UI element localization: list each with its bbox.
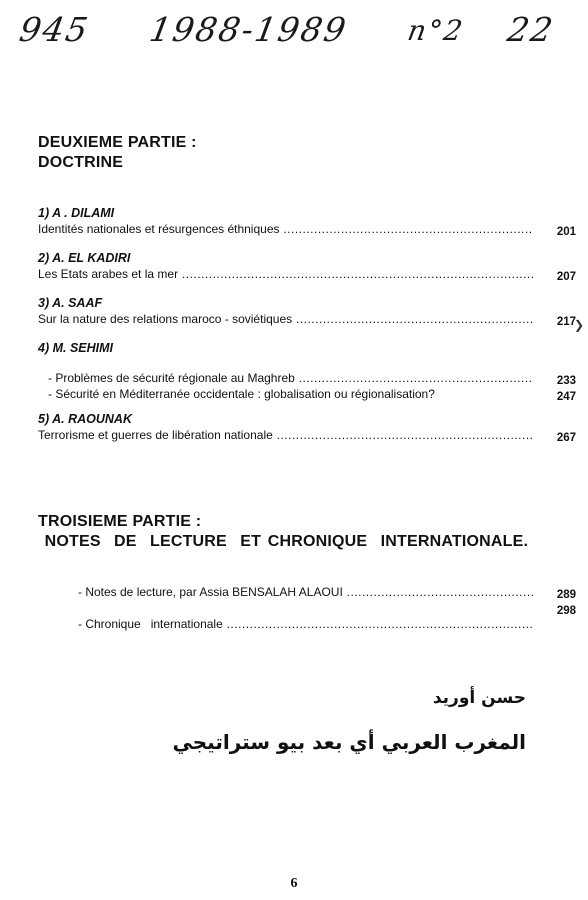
- toc-line: [38, 370, 578, 386]
- handwritten-ref: 945: [16, 10, 93, 49]
- toc-line-text: Les Etats arabes et la mer .....: [38, 266, 533, 282]
- part2-title: [38, 133, 197, 173]
- toc-line-text: Terrorisme et guerres de libération nationale .....: [38, 427, 533, 443]
- toc-entry: [38, 411, 578, 443]
- handwritten-annotation: [16, 6, 580, 54]
- part3-title: [38, 512, 528, 552]
- toc-line-text: Identités nationales et résurgences éthniques .....: [38, 221, 533, 237]
- toc-line-text: - Chronique internationale .....: [78, 616, 533, 632]
- toc-line: [38, 311, 578, 327]
- toc-author: 1) A . DILAMI: [38, 206, 115, 220]
- toc-page-number: 217: [556, 316, 576, 328]
- part2-title-line1: DEUXIEME PARTIE :: [38, 134, 197, 151]
- toc-line: [38, 584, 578, 600]
- handwritten-issue: n°2: [405, 14, 467, 47]
- toc-line: [38, 386, 578, 402]
- toc-entry: [38, 340, 578, 402]
- toc-entry: [38, 295, 578, 327]
- toc-line-text: - Problèmes de sécurité régionale au Maghreb .....: [48, 370, 532, 386]
- toc-line: [38, 221, 578, 237]
- part2-title-line2: DOCTRINE: [38, 154, 124, 171]
- toc-author: 5) A. RAOUNAK: [38, 412, 132, 426]
- part2-toc: [38, 205, 578, 443]
- scan-mark: ❯: [573, 318, 584, 332]
- toc-page-number: 233: [556, 375, 576, 387]
- part3-title-line1: TROISIEME PARTIE :: [38, 513, 202, 530]
- toc-author: 4) M. SEHIMI: [38, 341, 114, 355]
- toc-page-number: 298: [556, 605, 576, 617]
- toc-entry: [38, 205, 578, 237]
- toc-line-text: - Sécurité en Méditerranée occidentale : globalisation ou régionalisation?: [48, 387, 435, 401]
- toc-page-number: 289: [556, 589, 576, 601]
- handwritten-number: 22: [504, 10, 558, 49]
- toc-page-number: 267: [556, 432, 576, 444]
- toc-line: [38, 427, 578, 443]
- toc-line: [38, 600, 578, 631]
- arabic-title: المغرب العربي أي بعد بيو ستراتيجي: [172, 730, 526, 754]
- toc-line: [38, 266, 578, 282]
- part3-title-line2: NOTES DE LECTURE ET CHRONIQUE INTERNATIONALE.: [38, 533, 529, 550]
- toc-line-text: - Notes de lecture, par Assia BENSALAH ALAOUI .....: [78, 584, 533, 600]
- toc-author: 3) A. SAAF: [38, 296, 103, 310]
- toc-entry: [38, 250, 578, 282]
- part3-toc: [38, 584, 578, 631]
- page-number: 6: [290, 876, 298, 891]
- toc-author: 2) A. EL KADIRI: [38, 251, 131, 265]
- arabic-author: حسن أوريد: [432, 688, 526, 708]
- toc-page-number: 247: [556, 391, 576, 403]
- handwritten-years: 1988-1989: [146, 10, 351, 49]
- toc-page-number: 207: [556, 271, 576, 283]
- toc-line-text: Sur la nature des relations maroco - soviétiques .....: [38, 311, 533, 327]
- toc-page-number: 201: [556, 226, 576, 238]
